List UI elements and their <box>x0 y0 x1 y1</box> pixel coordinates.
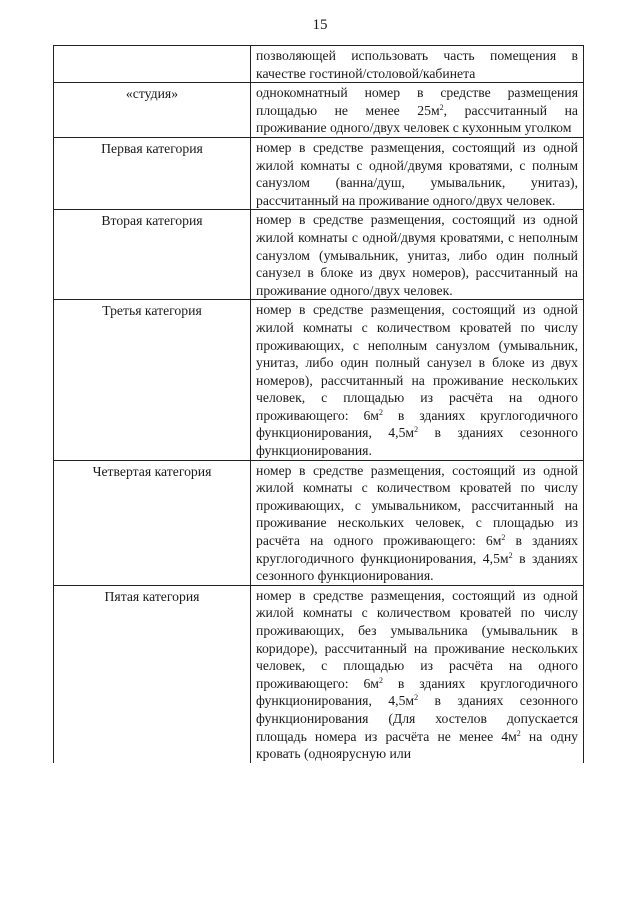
table-row <box>54 46 584 83</box>
term-cell: Третья категория <box>54 300 251 460</box>
description-cell <box>251 46 584 83</box>
description-text: позволяющей использовать часть помещения в качестве гостиной/столовой/кабинета <box>256 48 578 81</box>
description-text: однокомнатный номер в средстве размещения площадью не менее 25м <box>256 85 578 118</box>
description-cell <box>251 300 584 460</box>
table-row <box>54 460 584 585</box>
description-text: в зданиях сезонного функционирования (Для хостелов допускается площадь номера из расчёта не менее 4м <box>256 693 578 744</box>
term-cell: Четвертая категория <box>54 460 251 585</box>
superscript: 2 <box>378 675 383 685</box>
room-category-table <box>53 45 584 763</box>
description-text: в зданиях сезонного функционирования. <box>256 550 578 584</box>
table-row <box>54 83 584 138</box>
description-text: в зданиях круглогодичного функционирования, 4,5м <box>256 407 578 441</box>
table-row <box>54 300 584 460</box>
description-text: номер в средстве размещения, состоящий из одной жилой комнаты с одной/двумя кроватями, с полным санузлом (ванна/душ, умывальник, унитаз), рассчитанный на проживание одного/двух человек. <box>256 139 578 208</box>
superscript: 2 <box>516 728 521 738</box>
description-text: в зданиях сезонного функционирования. <box>256 425 578 459</box>
term-cell <box>54 46 251 83</box>
description-text: номер в средстве размещения, состоящий из одной жилой комнаты с количеством кроватей по числу проживающих, без умывальника (умывальник в коридоре), рассчитанный на проживание нескольких человек, с площадью из расчёта на одного проживающего: 6м <box>256 587 578 691</box>
superscript: 2 <box>508 550 513 560</box>
description-cell <box>251 460 584 585</box>
description-cell <box>251 83 584 138</box>
term-cell: «студия» <box>54 83 251 138</box>
table-row <box>54 210 584 300</box>
superscript: 2 <box>439 102 444 112</box>
term-cell: Первая категория <box>54 137 251 209</box>
description-cell <box>251 585 584 762</box>
description-text: номер в средстве размещения, состоящий из одной жилой комнаты с количеством кроватей по числу проживающих, с умывальником, рассчитанный на проживание нескольких человек, с площадью из расчёта на одного проживающего: 6м <box>256 462 578 549</box>
table-row <box>54 137 584 209</box>
term-cell: Вторая категория <box>54 210 251 300</box>
superscript: 2 <box>501 533 506 543</box>
description-text: в зданиях круглогодичного функционирования, 4,5м <box>256 533 578 566</box>
description-cell <box>251 137 584 209</box>
superscript: 2 <box>414 425 419 435</box>
description-text: , рассчитанный на проживание одного/двух человек с кухонным уголком <box>256 102 578 136</box>
description-text: в зданиях круглогодичного функционирования, 4,5м <box>256 675 578 709</box>
description-text: на одну кровать (одноярусную или <box>256 728 578 762</box>
superscript: 2 <box>378 407 383 417</box>
description-text: номер в средстве размещения, состоящий из одной жилой комнаты с количеством кроватей по числу проживающих, с неполным санузлом (умывальник, унитаз, либо один полный санузел в блоке из двух номеров), рассчитанный на проживание нескольких человек, с площадью из расчёта на одного проживающего: 6м <box>256 302 578 423</box>
page-number: 15 <box>312 17 328 33</box>
table-row <box>54 585 584 762</box>
superscript: 2 <box>414 693 419 703</box>
term-cell: Пятая категория <box>54 585 251 762</box>
description-cell <box>251 210 584 300</box>
description-text: номер в средстве размещения, состоящий из одной жилой комнаты с одной/двумя кроватями, с неполным санузлом (умывальник, унитаз, либо один полный санузел в блоке из двух номеров), рассчитанный на проживание одного/двух человек. <box>256 212 578 298</box>
